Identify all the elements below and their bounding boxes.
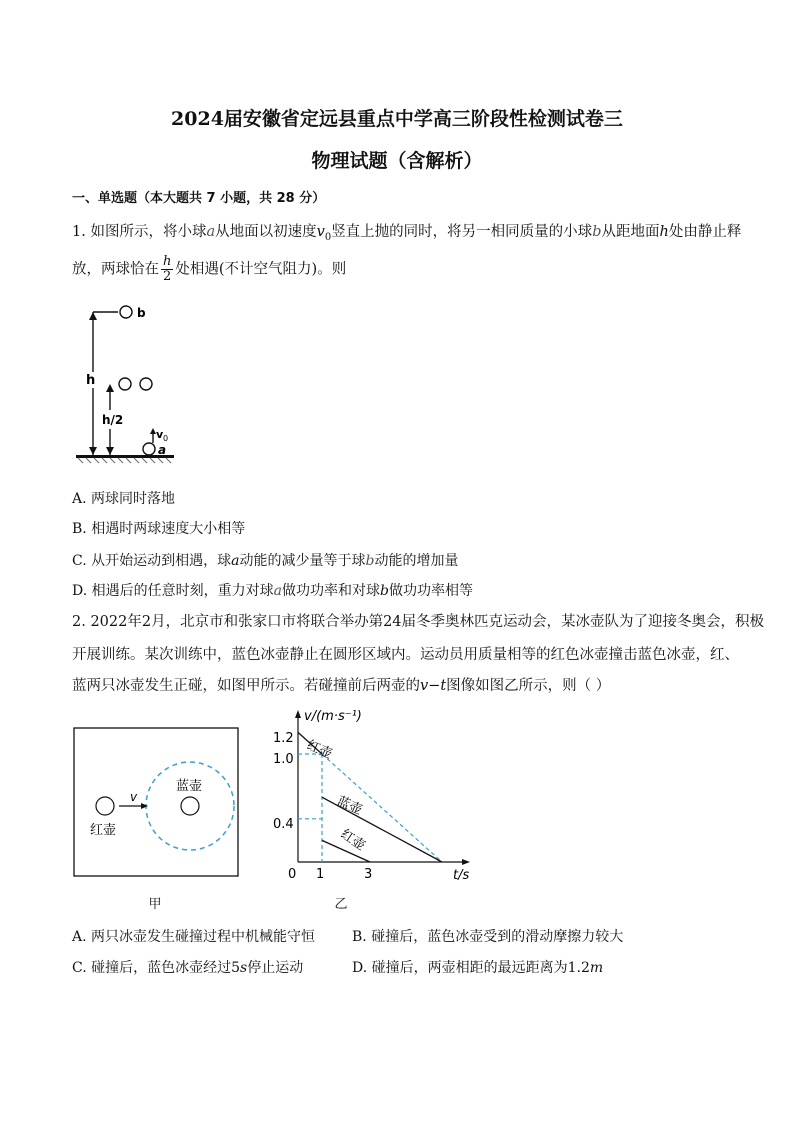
q1-option-d[interactable] (72, 580, 473, 600)
label-h: h (86, 373, 96, 388)
var-vt: v−t (420, 678, 447, 694)
option-letter: C. (72, 553, 87, 569)
option-text: 碰撞后，蓝色冰壶经过 (91, 960, 232, 976)
page-title: 2024届安徽省定远县重点中学高三阶段性检测试卷三 (171, 108, 623, 130)
series-label-red-before: 红壶 (304, 737, 335, 763)
dashed-guides (298, 754, 442, 862)
target-circle (146, 762, 234, 850)
red-stone-label: 红壶 (90, 823, 117, 838)
option-text: 两球同时落地 (91, 491, 176, 507)
frac-den: 2 (163, 269, 172, 284)
ball-b (120, 306, 132, 318)
option-letter: A. (72, 491, 87, 507)
option-text: 做功功率相等 (388, 583, 473, 599)
q2-stem-line1: 2. 2022年2月，北京市和张家口市将联合举办第24届冬季奥林匹克运动会，某冰壶队为了迎接冬奥会，积极 (72, 614, 765, 630)
rink-box (74, 728, 238, 876)
option-text: 做功功率和对球 (282, 583, 380, 599)
unit: m (589, 960, 604, 976)
blue-stone-label: 蓝壶 (176, 779, 203, 794)
var-h: h (659, 224, 669, 240)
axes (295, 710, 470, 865)
y-tick-1.0: 1.0 (273, 752, 294, 767)
var-b: b (592, 224, 602, 240)
var-a: a (206, 224, 216, 240)
option-text: 两只冰壶发生碰撞过程中机械能守恒 (91, 929, 316, 945)
q2-option-d[interactable] (352, 957, 603, 977)
fraction-h-over-2 (161, 255, 173, 284)
q1-text: 处由静止释 (668, 224, 742, 240)
x-axis-arrow (462, 859, 470, 865)
option-text: 从开始运动到相遇，球 (91, 553, 232, 569)
q2-text: 蓝两只冰壶发生正碰，如图甲所示。若碰撞前后两壶的 (72, 678, 420, 694)
option-text: 相遇后的任意时刻，重力对球 (91, 583, 274, 599)
q2-option-c[interactable] (72, 957, 303, 977)
page-subtitle: 物理试题（含解析） (311, 150, 483, 172)
blue-stone (181, 797, 199, 815)
option-letter: A. (72, 929, 87, 945)
option-letter: B. (352, 929, 367, 945)
series-label-red-after: 红壶 (337, 826, 368, 854)
var-b: b (380, 583, 389, 599)
var-v0-sub: 0 (324, 231, 332, 243)
q2-option-b[interactable] (352, 926, 623, 946)
x-tick-0: 0 (288, 867, 297, 882)
var-a: a (231, 553, 240, 569)
frac-num: h (163, 254, 172, 269)
option-text: 碰撞后，蓝色冰壶受到的滑动摩擦力较大 (371, 929, 624, 945)
option-text: 动能的增加量 (374, 553, 459, 569)
value: 5 (231, 960, 241, 976)
option-text: 碰撞后，两壶相距的最远距离为 (371, 960, 568, 976)
x-tick-3: 3 (364, 867, 373, 882)
series-label-blue: 蓝壶 (334, 793, 365, 819)
option-text: 停止运动 (247, 960, 304, 976)
section-heading: 一、单选题（本大题共 7 小题，共 28 分） (72, 191, 326, 206)
label-a: a (158, 443, 167, 457)
q1-text: 从地面以初速度 (215, 224, 317, 240)
label-v0-sub: 0 (163, 434, 169, 443)
ball-b-meet (140, 378, 152, 390)
q1-stem-line1 (72, 222, 742, 248)
var-b: b (365, 553, 375, 569)
y-axis-label: v/(m·s⁻¹) (304, 709, 362, 724)
velocity-label: v (130, 790, 138, 804)
caption-jia: 甲 (148, 897, 162, 912)
q1-text: 从距地面 (601, 224, 660, 240)
q1-text: 放，两球恰在 (72, 261, 159, 278)
var-a: a (273, 583, 282, 599)
y-tick-0.4: 0.4 (273, 817, 294, 832)
option-letter: D. (72, 583, 88, 599)
x-tick-1: 1 (316, 867, 325, 882)
q1-figure (74, 300, 184, 470)
ball-a (143, 443, 155, 455)
q2-stem-line2: 开展训练。某次训练中，蓝色冰壶静止在圆形区域内。运动员用质量相等的红色冰壶撞击蓝色冰壶，红、 (72, 647, 739, 663)
q1-option-c[interactable] (72, 550, 458, 570)
q2-stem-line3 (72, 676, 728, 696)
y-tick-1.2: 1.2 (273, 731, 294, 746)
option-letter: C. (72, 960, 87, 976)
q1-text: 竖直上抛的同时，将另一相同质量的小球 (331, 224, 593, 240)
label-b: b (137, 306, 146, 320)
y-axis-arrow (295, 710, 301, 718)
q2-vt-chart (270, 704, 480, 884)
q2-text: 图像如图乙所示，则（ ） (446, 678, 611, 694)
value: 1.2 (567, 960, 590, 976)
option-text: 动能的减少量等于球 (239, 553, 366, 569)
q2-option-a[interactable] (72, 926, 315, 946)
label-h-half: h/2 (102, 413, 124, 427)
q1-text: 1. 如图所示，将小球 (72, 224, 207, 240)
option-letter: D. (352, 960, 368, 976)
x-axis-label: t/s (453, 868, 470, 883)
ball-a-meet (119, 378, 131, 390)
q1-stem-line2 (72, 255, 728, 284)
red-stone (96, 797, 114, 815)
caption-yi: 乙 (334, 897, 348, 912)
q1-text: 处相遇(不计空气阻力)。则 (175, 261, 347, 278)
var-v0: v (316, 224, 325, 240)
q1-option-b[interactable] (72, 518, 245, 538)
q1-option-a[interactable] (72, 488, 175, 508)
label-v0: v (156, 428, 164, 441)
option-letter: B. (72, 521, 87, 537)
unit: s (240, 960, 248, 976)
q2-figure-jia (72, 726, 242, 878)
option-text: 相遇时两球速度大小相等 (91, 521, 246, 537)
